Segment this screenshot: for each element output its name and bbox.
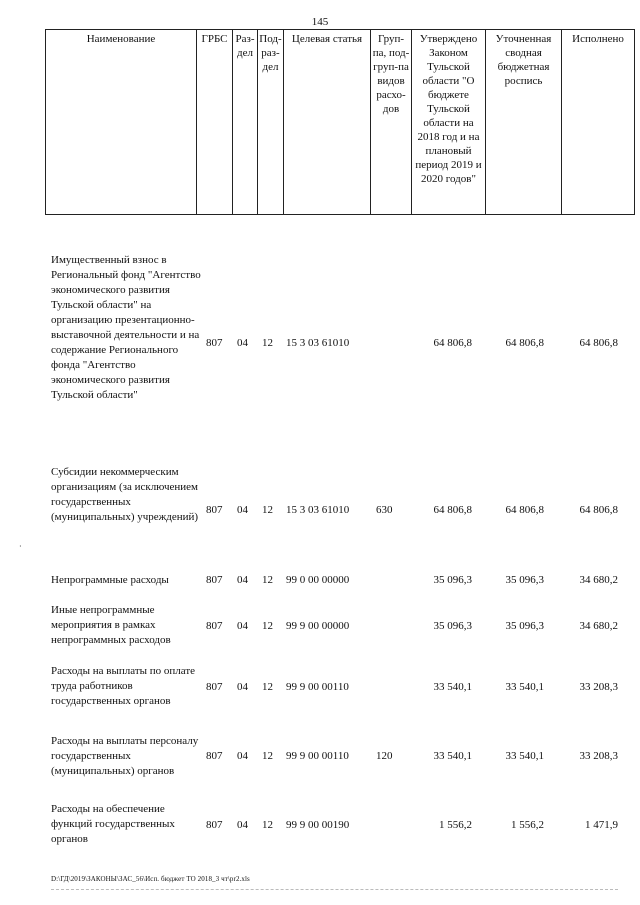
row-grbs: 807 bbox=[206, 574, 223, 586]
row-grbs: 807 bbox=[206, 681, 223, 693]
row-podrazdel: 12 bbox=[262, 819, 273, 831]
row-name: Непрограммные расходы bbox=[51, 574, 169, 586]
row-razdel: 04 bbox=[237, 504, 248, 516]
header-celevaya: Целевая статья bbox=[284, 30, 371, 215]
row-celevaya: 99 9 00 00110 bbox=[286, 681, 349, 693]
row-name: Расходы на выплаты персоналу государственных (муниципальных) органов bbox=[51, 735, 199, 777]
row-utochnennaya: 35 096,3 bbox=[505, 574, 544, 586]
row-name: Субсидии некоммерческим организациям (за исключением государственных (муниципальных) учреждений) bbox=[51, 466, 199, 523]
row-celevaya: 99 9 00 00110 bbox=[286, 750, 349, 762]
row-utverzhdeno: 33 540,1 bbox=[433, 681, 472, 693]
row-podrazdel: 12 bbox=[262, 620, 273, 632]
row-utverzhdeno: 33 540,1 bbox=[433, 750, 472, 762]
header-ispolneno: Исполнено bbox=[562, 30, 635, 215]
row-celevaya: 99 0 00 00000 bbox=[286, 574, 350, 586]
row-ispolneno: 64 806,8 bbox=[579, 504, 618, 516]
row-podrazdel: 12 bbox=[262, 504, 273, 516]
row-ispolneno: 64 806,8 bbox=[579, 337, 618, 349]
row-utverzhdeno: 64 806,8 bbox=[433, 504, 472, 516]
row-utverzhdeno: 35 096,3 bbox=[433, 620, 472, 632]
footer-file-path: D:\ГД\2019\ЗАКОНЫ\ЗАС_56\Исп. бюджет ТО 2018_3 чт\pr2.xls bbox=[51, 875, 250, 883]
row-utochnennaya: 64 806,8 bbox=[505, 504, 544, 516]
row-grbs: 807 bbox=[206, 504, 223, 516]
row-name: Расходы на обеспечение функций государственных органов bbox=[51, 803, 175, 845]
row-vid: 630 bbox=[376, 504, 393, 516]
header-name: Наименование bbox=[46, 30, 197, 215]
header-razdel: Раз-дел bbox=[233, 30, 258, 215]
row-razdel: 04 bbox=[237, 337, 248, 349]
row-utochnennaya: 1 556,2 bbox=[511, 819, 544, 831]
row-grbs: 807 bbox=[206, 620, 223, 632]
header-utochnennaya: Уточненная сводная бюджетная роспись bbox=[486, 30, 562, 215]
row-podrazdel: 12 bbox=[262, 337, 273, 349]
header-grbs: ГРБС bbox=[197, 30, 233, 215]
row-name: Расходы на выплаты по оплате труда работников государственных органов bbox=[51, 665, 196, 707]
row-razdel: 04 bbox=[237, 620, 248, 632]
header-vid: Груп-па, под-груп-па видов расхо-дов bbox=[371, 30, 412, 215]
row-utochnennaya: 64 806,8 bbox=[505, 337, 544, 349]
row-name: Иные непрограммные мероприятия в рамках непрограммных расходов bbox=[51, 604, 171, 646]
header-podrazdel: Под-раз-дел bbox=[258, 30, 284, 215]
row-grbs: 807 bbox=[206, 337, 223, 349]
row-utochnennaya: 33 540,1 bbox=[505, 750, 544, 762]
row-grbs: 807 bbox=[206, 819, 223, 831]
row-vid: 120 bbox=[376, 750, 393, 762]
row-ispolneno: 34 680,2 bbox=[579, 620, 618, 632]
table-header bbox=[45, 29, 635, 215]
row-celevaya: 99 9 00 00190 bbox=[286, 819, 350, 831]
scan-speck: · bbox=[19, 542, 22, 551]
row-ispolneno: 34 680,2 bbox=[579, 574, 618, 586]
row-ispolneno: 33 208,3 bbox=[579, 681, 618, 693]
row-podrazdel: 12 bbox=[262, 574, 273, 586]
row-razdel: 04 bbox=[237, 681, 248, 693]
footer-divider bbox=[51, 889, 618, 890]
row-celevaya: 15 3 03 61010 bbox=[286, 504, 350, 516]
row-celevaya: 15 3 03 61010 bbox=[286, 337, 350, 349]
row-name: Имущественный взнос в Региональный фонд "Агентство экономического развития Тульской области" на организацию презентационно-выставочной деятельности и на содержание Регионального фонда "Агентство экономического развития Тульской области" bbox=[51, 254, 201, 401]
row-razdel: 04 bbox=[237, 819, 248, 831]
row-utverzhdeno: 35 096,3 bbox=[433, 574, 472, 586]
row-podrazdel: 12 bbox=[262, 681, 273, 693]
row-celevaya: 99 9 00 00000 bbox=[286, 620, 350, 632]
row-utochnennaya: 35 096,3 bbox=[505, 620, 544, 632]
row-utverzhdeno: 1 556,2 bbox=[439, 819, 472, 831]
header-utverzhdeno: Утверждено Законом Тульской области "О бюджете Тульской области на 2018 год и на плановый период 2019 и 2020 годов" bbox=[412, 30, 486, 215]
page-number: 145 bbox=[311, 16, 329, 28]
row-podrazdel: 12 bbox=[262, 750, 273, 762]
row-razdel: 04 bbox=[237, 750, 248, 762]
row-utochnennaya: 33 540,1 bbox=[505, 681, 544, 693]
row-razdel: 04 bbox=[237, 574, 248, 586]
row-utverzhdeno: 64 806,8 bbox=[433, 337, 472, 349]
row-ispolneno: 1 471,9 bbox=[585, 819, 618, 831]
row-ispolneno: 33 208,3 bbox=[579, 750, 618, 762]
row-grbs: 807 bbox=[206, 750, 223, 762]
